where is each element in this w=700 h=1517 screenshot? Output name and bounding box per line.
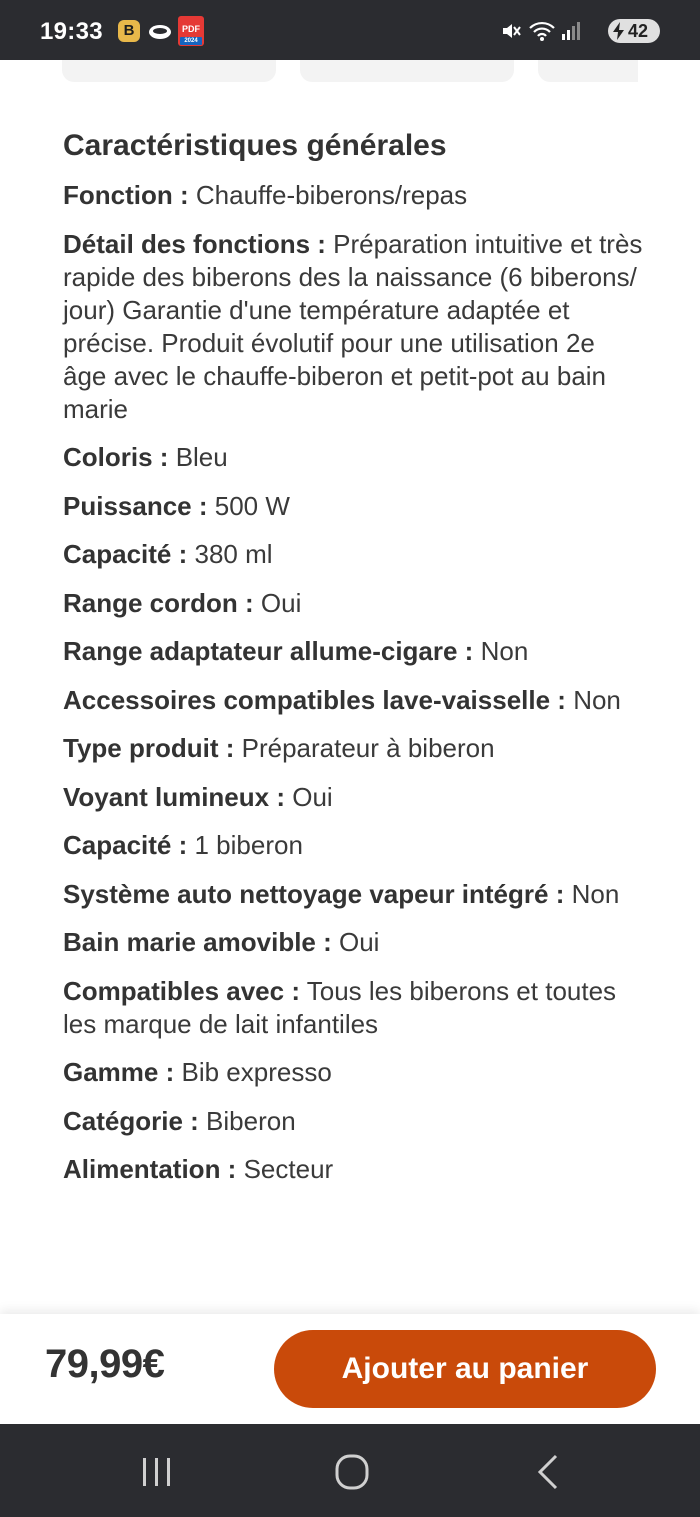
spec-row [63,1153,643,1186]
spec-row [63,587,643,620]
b-app-icon: B [118,20,140,42]
spec-value: Bleu [175,442,228,472]
home-icon[interactable] [330,1452,374,1492]
spec-value: Bib expresso [181,1057,332,1087]
top-card-1[interactable] [62,60,276,82]
add-to-cart-button[interactable]: Ajouter au panier [274,1330,656,1408]
spec-label: Coloris : [63,442,169,472]
spec-label: Voyant lumineux : [63,781,285,812]
spec-label: Catégorie : [63,1105,199,1136]
spec-value: Chauffe-biberons/repas [195,180,468,210]
spec-value: 380 ml [194,539,273,569]
spec-label: Détail des fonctions : [63,228,326,259]
system-icons [500,17,660,45]
spec-value: Préparateur à biberon [241,733,495,763]
spec-row [63,829,643,862]
spec-row [63,490,643,523]
pdf-icon-year: 2024 [180,37,202,45]
spec-label: Range cordon : [63,587,254,618]
spec-row [63,684,643,717]
spec-row [63,926,643,959]
status-time: 19:33 [40,18,103,45]
spec-row [63,228,643,426]
pdf-icon-label: PDF [182,24,200,34]
spec-value: Non [571,878,620,909]
spec-label: Accessoires compatibles lave-vaisselle : [63,684,566,715]
spec-row [63,179,643,212]
cloud-icon [148,21,172,41]
specs-title: Caractéristiques générales [63,129,447,162]
spec-value: Oui [339,927,380,957]
spec-value: Non [573,684,621,715]
spec-value: Oui [260,587,302,618]
back-icon[interactable] [528,1452,572,1492]
spec-label: Puissance : [63,490,208,521]
spec-row [63,1056,643,1089]
spec-label: Capacité : [63,539,188,569]
spec-value: Oui [292,781,333,812]
wifi-icon [528,20,556,42]
spec-row [63,538,643,571]
spec-row [63,1105,643,1138]
spec-label: Gamme : [63,1057,175,1087]
spec-label: Bain marie amovible : [63,927,332,957]
pdf-icon [178,16,204,46]
spec-row [63,781,643,814]
spec-row [63,878,643,911]
spec-value: Préparation intuitive et très rapide des biberons des la naissance (6 biberons/ jour) Garantie d'une température adaptée et précise. Produit évolutif pour une utilisation 2e âge avec le chauffe-biberon et petit-pot au bain marie [63,228,643,424]
mute-icon [500,20,522,42]
top-card-2[interactable] [300,60,514,82]
spec-label: Capacité : [63,830,188,860]
spec-label: Fonction : [63,180,189,210]
spec-value: Tous les biberons et toutes les marque de lait infantiles [63,975,617,1039]
spec-label: Compatibles avec : [63,975,300,1006]
spec-value: Secteur [243,1154,334,1184]
spec-value: 500 W [214,490,290,521]
recent-apps-icon[interactable] [135,1452,179,1492]
spec-label: Type produit : [63,733,235,763]
signal-icon [560,20,582,42]
spec-label: Alimentation : [63,1154,237,1184]
general-specifications [63,128,643,1202]
purchase-bar [0,1314,700,1424]
navigation-bar [0,1424,700,1517]
battery-indicator [608,19,660,43]
spec-list [63,179,643,1186]
spec-value: 1 biberon [194,830,303,860]
spec-row [63,635,643,668]
spec-value: Non [480,636,529,666]
spec-value: Biberon [206,1105,296,1136]
status-bar [0,0,700,60]
spec-row [63,441,643,474]
spec-row [63,975,643,1041]
product-price: 79,99€ [45,1342,165,1386]
spec-row [63,732,643,765]
charging-bolt-icon [612,22,626,40]
spec-label: Système auto nettoyage vapeur intégré : [63,878,565,909]
battery-level: 42 [628,21,649,41]
spec-label: Range adaptateur allume-cigare : [63,636,474,666]
top-card-3[interactable] [538,60,638,82]
